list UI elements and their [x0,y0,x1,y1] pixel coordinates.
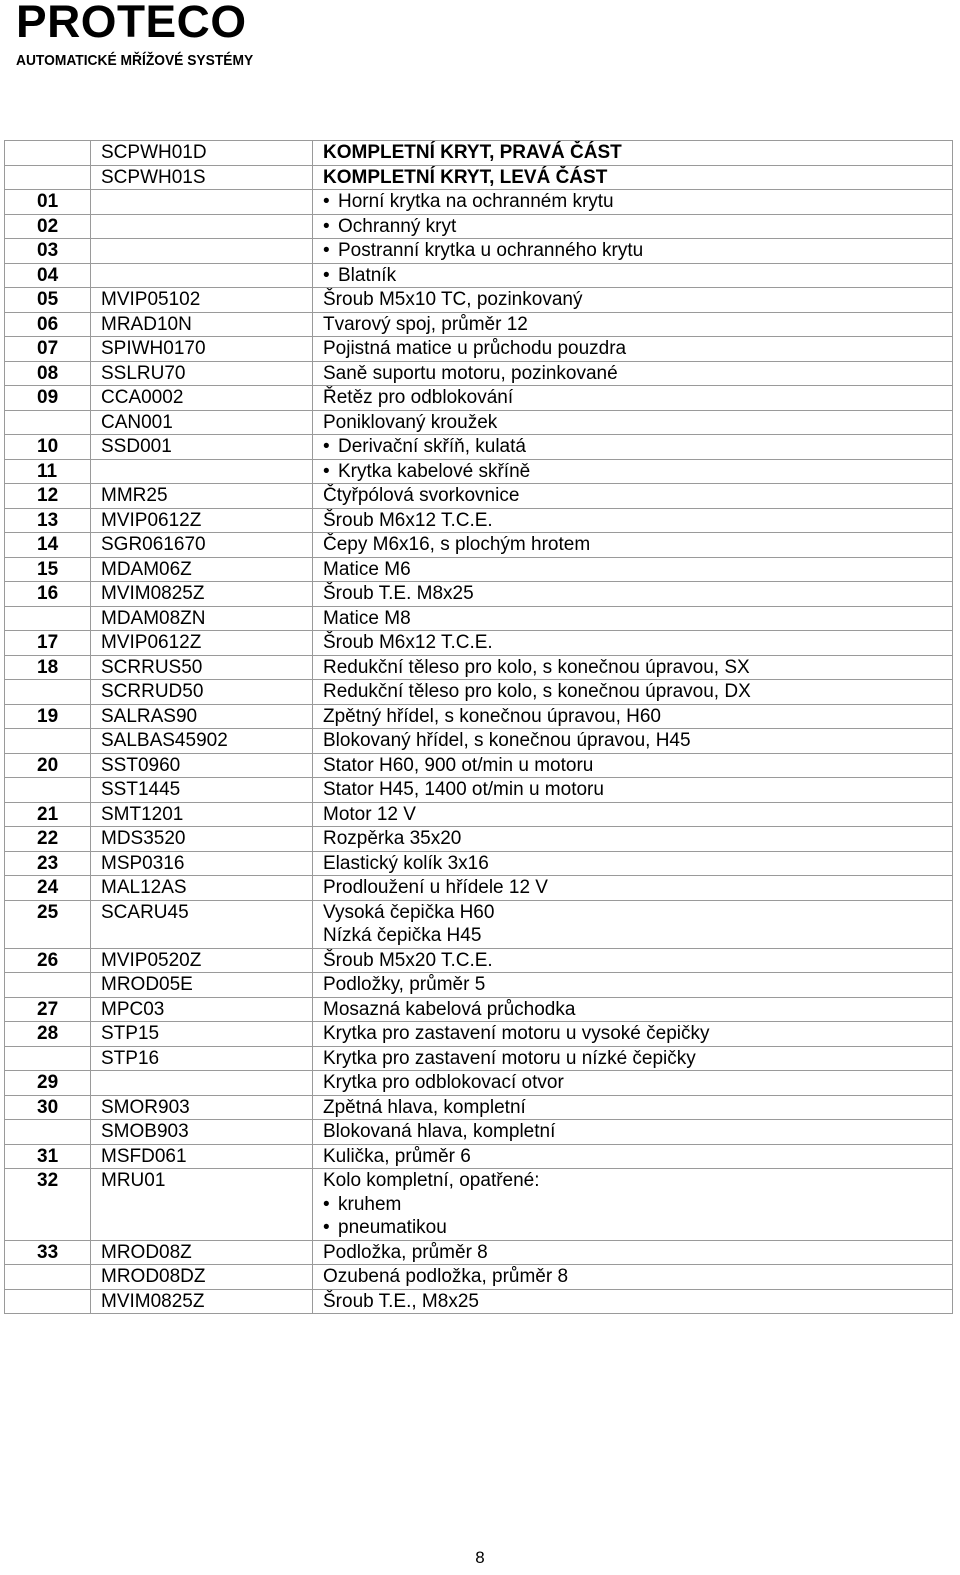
table-row [5,288,953,313]
part-description [313,1120,953,1145]
description-text: Prodloužení u hřídele 12 V [323,877,548,898]
part-code: MSFD061 [91,1144,313,1169]
position-number: 19 [5,704,91,729]
description-line [323,509,952,533]
table-row [5,997,953,1022]
table-row [5,165,953,190]
part-description [313,851,953,876]
description-text: Redukční těleso pro kolo, s konečnou úpravou, SX [323,656,750,678]
description-line [323,876,952,900]
description-text: Šroub T.E., M8x25 [323,1290,479,1312]
table-row [5,190,953,215]
part-description [313,973,953,998]
description-line [323,1169,952,1193]
part-description [313,1071,953,1096]
description-text: Blokovaná hlava, kompletní [323,1121,556,1142]
description-text: Ozubená podložka, průměr 8 [323,1266,569,1287]
table-row [5,778,953,803]
description-text: Stator H60, 900 ot/min u motoru [323,754,594,776]
part-code: SMOR903 [91,1095,313,1120]
table-row [5,631,953,656]
description-line [323,1145,952,1169]
table-row [5,680,953,705]
bullet-icon: • [323,264,330,286]
position-number [5,973,91,998]
description-line [323,239,952,263]
position-number: 14 [5,533,91,558]
description-line [323,1120,952,1144]
description-text: Redukční těleso pro kolo, s konečnou úpravou, DX [323,681,751,702]
description-text: KOMPLETNÍ KRYT, LEVÁ ČÁST [323,166,608,188]
table-row [5,1095,953,1120]
bullet-icon: • [323,460,330,482]
table-row [5,435,953,460]
description-line [323,631,952,655]
table-row [5,802,953,827]
part-code [91,190,313,215]
part-description [313,410,953,435]
position-number: 06 [5,312,91,337]
description-line [323,411,952,435]
description-line [323,533,952,557]
description-line [323,1047,952,1071]
part-code: SST0960 [91,753,313,778]
position-number: 09 [5,386,91,411]
description-line [323,827,952,851]
part-description [313,484,953,509]
brand-title: PROTECO [16,0,247,47]
part-code: SMOB903 [91,1120,313,1145]
part-description [313,263,953,288]
position-number [5,1265,91,1290]
description-line [323,705,952,729]
description-line [323,582,952,606]
description-line [323,1193,952,1217]
position-number: 02 [5,214,91,239]
position-number [5,680,91,705]
description-line [323,1290,952,1314]
table-row [5,386,953,411]
part-code: SCPWH01D [91,141,313,166]
description-line [323,998,952,1022]
part-description [313,435,953,460]
description-line [323,215,952,239]
description-text: Vysoká čepička H60 [323,901,495,923]
part-code: MROD08DZ [91,1265,313,1290]
part-code: SST1445 [91,778,313,803]
part-description [313,900,953,948]
part-code [91,263,313,288]
table-row [5,900,953,948]
description-line [323,166,952,190]
description-line [323,1216,952,1240]
description-text: kruhem [338,1193,402,1215]
description-line [323,754,952,778]
table-row [5,704,953,729]
position-number [5,729,91,754]
position-number: 03 [5,239,91,264]
description-text: Stator H45, 1400 ot/min u motoru [323,779,604,800]
description-line [323,288,952,312]
table-row [5,655,953,680]
part-description [313,1022,953,1047]
description-line [323,386,952,410]
description-line [323,1096,952,1120]
part-description [313,948,953,973]
part-description [313,386,953,411]
description-text: Šroub M6x12 T.C.E. [323,632,493,653]
position-number: 04 [5,263,91,288]
part-code: MVIP0612Z [91,631,313,656]
position-number [5,1120,91,1145]
part-code: MSP0316 [91,851,313,876]
description-line [323,1022,952,1046]
parts-table [4,140,953,1314]
description-text: Podložka, průměr 8 [323,1241,488,1263]
description-text: Šroub M5x10 TC, pozinkovaný [323,289,583,310]
part-code: SMT1201 [91,802,313,827]
table-row [5,1120,953,1145]
description-text: Motor 12 V [323,803,416,825]
description-text: Šroub M6x12 T.C.E. [323,509,493,531]
description-text: Řetěz pro odblokování [323,387,514,408]
position-number: 30 [5,1095,91,1120]
part-description [313,239,953,264]
brand-header [16,0,274,70]
part-code: SALRAS90 [91,704,313,729]
position-number [5,1289,91,1314]
page-number: 8 [475,1548,485,1567]
table-row [5,1240,953,1265]
part-code: MPC03 [91,997,313,1022]
position-number: 20 [5,753,91,778]
table-row [5,508,953,533]
table-row [5,1144,953,1169]
part-code: SCPWH01S [91,165,313,190]
table-row [5,582,953,607]
table-row [5,410,953,435]
part-description [313,165,953,190]
table-row [5,827,953,852]
brand-subtitle: AUTOMATICKÉ MŘÍŽOVÉ SYSTÉMY [16,52,254,69]
part-code: MAL12AS [91,876,313,901]
position-number: 16 [5,582,91,607]
part-code: SGR061670 [91,533,313,558]
table-row [5,1265,953,1290]
table-row [5,753,953,778]
position-number [5,410,91,435]
part-code [91,239,313,264]
part-code: STP16 [91,1046,313,1071]
description-line [323,484,952,508]
part-description [313,1046,953,1071]
part-code: MVIP05102 [91,288,313,313]
table-row [5,876,953,901]
position-number [5,778,91,803]
position-number: 29 [5,1071,91,1096]
description-line [323,1071,952,1095]
description-text: Blokovaný hřídel, s konečnou úpravou, H45 [323,730,691,751]
part-code: MVIM0825Z [91,1289,313,1314]
table-row [5,851,953,876]
description-text: Ochranný kryt [338,215,457,237]
position-number [5,606,91,631]
description-line [323,803,952,827]
description-line [323,190,952,214]
description-line [323,264,952,288]
position-number: 12 [5,484,91,509]
description-line [323,362,952,386]
bullet-icon: • [323,215,330,237]
bullet-icon: • [323,1217,330,1238]
description-text: Elastický kolík 3x16 [323,852,489,874]
description-text: Šroub M5x20 T.C.E. [323,949,493,971]
part-description [313,1265,953,1290]
part-description [313,508,953,533]
position-number [5,141,91,166]
description-line [323,729,952,753]
position-number: 11 [5,459,91,484]
table-row [5,484,953,509]
description-text: Matice M6 [323,558,411,580]
description-line [323,656,952,680]
part-description [313,288,953,313]
description-text: Krytka pro zastavení motoru u vysoké čepičky [323,1023,710,1044]
description-text: Čepy M6x16, s plochým hrotem [323,534,591,555]
bullet-icon: • [323,240,330,261]
position-number: 05 [5,288,91,313]
part-code: MROD08Z [91,1240,313,1265]
position-number: 13 [5,508,91,533]
part-description [313,1169,953,1241]
description-line [323,460,952,484]
description-text: Podložky, průměr 5 [323,974,486,995]
position-number: 15 [5,557,91,582]
part-description [313,1289,953,1314]
part-code [91,214,313,239]
position-number: 21 [5,802,91,827]
description-text: Kolo kompletní, opatřené: [323,1170,540,1191]
description-text: Rozpěrka 35x20 [323,828,462,849]
position-number: 31 [5,1144,91,1169]
position-number: 28 [5,1022,91,1047]
part-description [313,582,953,607]
description-text: Tvarový spoj, průměr 12 [323,313,528,335]
description-line [323,313,952,337]
description-text: Kulička, průměr 6 [323,1145,471,1167]
parts-table-body [5,141,953,1314]
part-code: SPIWH0170 [91,337,313,362]
part-code: SCARU45 [91,900,313,948]
part-description [313,827,953,852]
position-number: 27 [5,997,91,1022]
description-text: Čtyřpólová svorkovnice [323,485,520,506]
description-line [323,680,952,704]
table-row [5,973,953,998]
part-code: MRU01 [91,1169,313,1241]
part-description [313,190,953,215]
table-row [5,948,953,973]
description-line [323,337,952,361]
description-line [323,852,952,876]
table-row [5,263,953,288]
description-text: Derivační skříň, kulatá [338,436,526,457]
part-code: MVIP0520Z [91,948,313,973]
table-row [5,459,953,484]
description-text: KOMPLETNÍ KRYT, PRAVÁ ČÁST [323,142,622,163]
table-row [5,1046,953,1071]
description-text: Postranní krytka u ochranného krytu [338,240,644,261]
description-text: Krytka pro odblokovací otvor [323,1072,564,1093]
part-description [313,533,953,558]
description-text: Saně suportu motoru, pozinkované [323,362,618,384]
position-number: 25 [5,900,91,948]
table-row [5,606,953,631]
position-number: 33 [5,1240,91,1265]
description-line [323,973,952,997]
bullet-icon: • [323,1193,330,1215]
part-code: MVIP0612Z [91,508,313,533]
position-number: 01 [5,190,91,215]
part-description [313,557,953,582]
table-row [5,557,953,582]
table-row [5,361,953,386]
part-description [313,704,953,729]
description-text: Krytka pro zastavení motoru u nízké čepičky [323,1047,696,1069]
part-code: SSD001 [91,435,313,460]
part-code [91,459,313,484]
description-text: Pojistná matice u průchodu pouzdra [323,338,627,359]
part-code [91,1071,313,1096]
part-code: SSLRU70 [91,361,313,386]
position-number [5,1046,91,1071]
part-description [313,876,953,901]
table-row [5,337,953,362]
description-text: Zpětný hřídel, s konečnou úpravou, H60 [323,705,661,727]
description-line [323,435,952,459]
part-code: CCA0002 [91,386,313,411]
table-row [5,239,953,264]
part-code: MDAM08ZN [91,606,313,631]
position-number: 17 [5,631,91,656]
table-row [5,729,953,754]
position-number: 23 [5,851,91,876]
position-number: 07 [5,337,91,362]
description-line [323,778,952,802]
part-description [313,997,953,1022]
part-code: MMR25 [91,484,313,509]
part-description [313,337,953,362]
table-row [5,1169,953,1241]
position-number: 32 [5,1169,91,1241]
part-code: SALBAS45902 [91,729,313,754]
position-number: 08 [5,361,91,386]
position-number: 10 [5,435,91,460]
part-description [313,459,953,484]
part-description [313,753,953,778]
part-description [313,141,953,166]
description-text: Poniklovaný kroužek [323,411,498,433]
part-code: SCRRUS50 [91,655,313,680]
description-text: Šroub T.E. M8x25 [323,583,474,604]
description-text: Krytka kabelové skříně [338,460,531,482]
part-description [313,802,953,827]
position-number [5,165,91,190]
description-text: Horní krytka na ochranném krytu [338,191,614,212]
part-description [313,1095,953,1120]
table-row [5,1289,953,1314]
part-description [313,680,953,705]
part-description [313,729,953,754]
position-number: 26 [5,948,91,973]
description-line [323,901,952,925]
part-description [313,778,953,803]
description-line [323,141,952,165]
description-line [323,1265,952,1289]
table-row [5,1071,953,1096]
description-line [323,1241,952,1265]
description-text: pneumatikou [338,1217,447,1238]
part-code: STP15 [91,1022,313,1047]
description-text: Zpětná hlava, kompletní [323,1096,526,1118]
description-text: Blatník [338,264,397,286]
part-code: MDAM06Z [91,557,313,582]
part-description [313,361,953,386]
position-number: 18 [5,655,91,680]
part-code: MROD05E [91,973,313,998]
description-text: Nízká čepička H45 [323,925,482,946]
part-description [313,1240,953,1265]
part-description [313,1144,953,1169]
description-line [323,949,952,973]
description-line [323,558,952,582]
bullet-icon: • [323,436,330,457]
bullet-icon: • [323,191,330,212]
description-line [323,607,952,631]
part-description [313,655,953,680]
part-code: MVIM0825Z [91,582,313,607]
table-row [5,141,953,166]
part-code: CAN001 [91,410,313,435]
part-code: MRAD10N [91,312,313,337]
position-number: 24 [5,876,91,901]
description-text: Matice M8 [323,607,411,629]
description-text: Mosazná kabelová průchodka [323,998,576,1020]
part-description [313,214,953,239]
table-row [5,533,953,558]
table-row [5,214,953,239]
table-row [5,312,953,337]
part-description [313,606,953,631]
description-line [323,924,952,948]
part-code: SCRRUD50 [91,680,313,705]
part-description [313,312,953,337]
table-row [5,1022,953,1047]
part-description [313,631,953,656]
position-number: 22 [5,827,91,852]
part-code: MDS3520 [91,827,313,852]
